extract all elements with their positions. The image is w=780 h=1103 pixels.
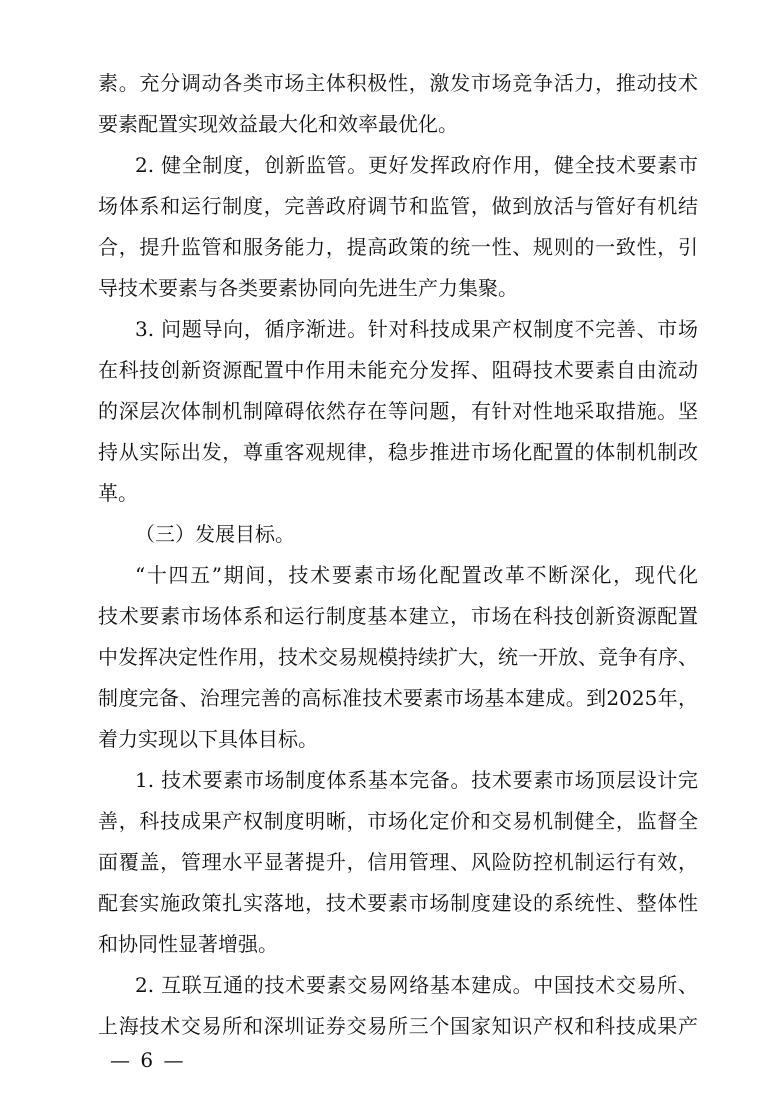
text-line: 善，科技成果产权制度明晰，市场化定价和交易机制健全，监督全 (98, 809, 698, 833)
text-line: 和协同性显著增强。 (98, 932, 278, 956)
text-line: 合，提升监管和服务能力，提高政策的统一性、规则的一致性，引 (98, 235, 698, 259)
text-line: 中发挥决定性作用，技术交易规模持续扩大，统一开放、竞争有序、 (98, 645, 698, 669)
text-line: 配套实施政策扎实落地，技术要素市场制度建设的系统性、整体性 (98, 891, 698, 915)
text-line: 革。 (98, 481, 138, 505)
text-line: 2. 互联互通的技术要素交易网络基本建成。中国技术交易所、 (135, 973, 698, 997)
text-line: 在科技创新资源配置中作用未能充分发挥、阻碍技术要素自由流动 (98, 358, 698, 382)
text-line: 场体系和运行制度，完善政府调节和监管，做到放活与管好有机结 (98, 194, 698, 218)
text-line: 素。充分调动各类市场主体积极性，激发市场竞争活力，推动技术 (98, 71, 698, 95)
section-heading: （三）发展目标。 (135, 522, 295, 546)
text-line: 导技术要素与各类要素协同向先进生产力集聚。 (98, 276, 518, 300)
text-line: 制度完备、治理完善的高标准技术要素市场基本建成。到2025年， (98, 686, 698, 710)
text-line: 2. 健全制度，创新监管。更好发挥政府作用，健全技术要素市 (135, 153, 698, 177)
text-line: 上海技术交易所和深圳证券交易所三个国家知识产权和科技成果产 (98, 1014, 698, 1038)
text-line: 的深层次体制机制障碍依然存在等问题，有针对性地采取措施。坚 (98, 399, 698, 423)
text-line: 3. 问题导向，循序渐进。针对科技成果产权制度不完善、市场 (135, 317, 698, 341)
text-line: 面覆盖，管理水平显著提升，信用管理、风险防控机制运行有效， (98, 850, 698, 874)
text-line: 技术要素市场体系和运行制度基本建立，市场在科技创新资源配置 (98, 604, 698, 628)
page-number: — 6 — (110, 1048, 186, 1072)
text-line: 着力实现以下具体目标。 (98, 727, 318, 751)
text-line: 持从实际出发，尊重客观规律，稳步推进市场化配置的体制机制改 (98, 440, 698, 464)
text-line: 要素配置实现效益最大化和效率最优化。 (98, 112, 458, 136)
text-line: “十四五”期间，技术要素市场化配置改革不断深化，现代化 (135, 563, 698, 587)
text-line: 1. 技术要素市场制度体系基本完备。技术要素市场顶层设计完 (135, 768, 698, 792)
